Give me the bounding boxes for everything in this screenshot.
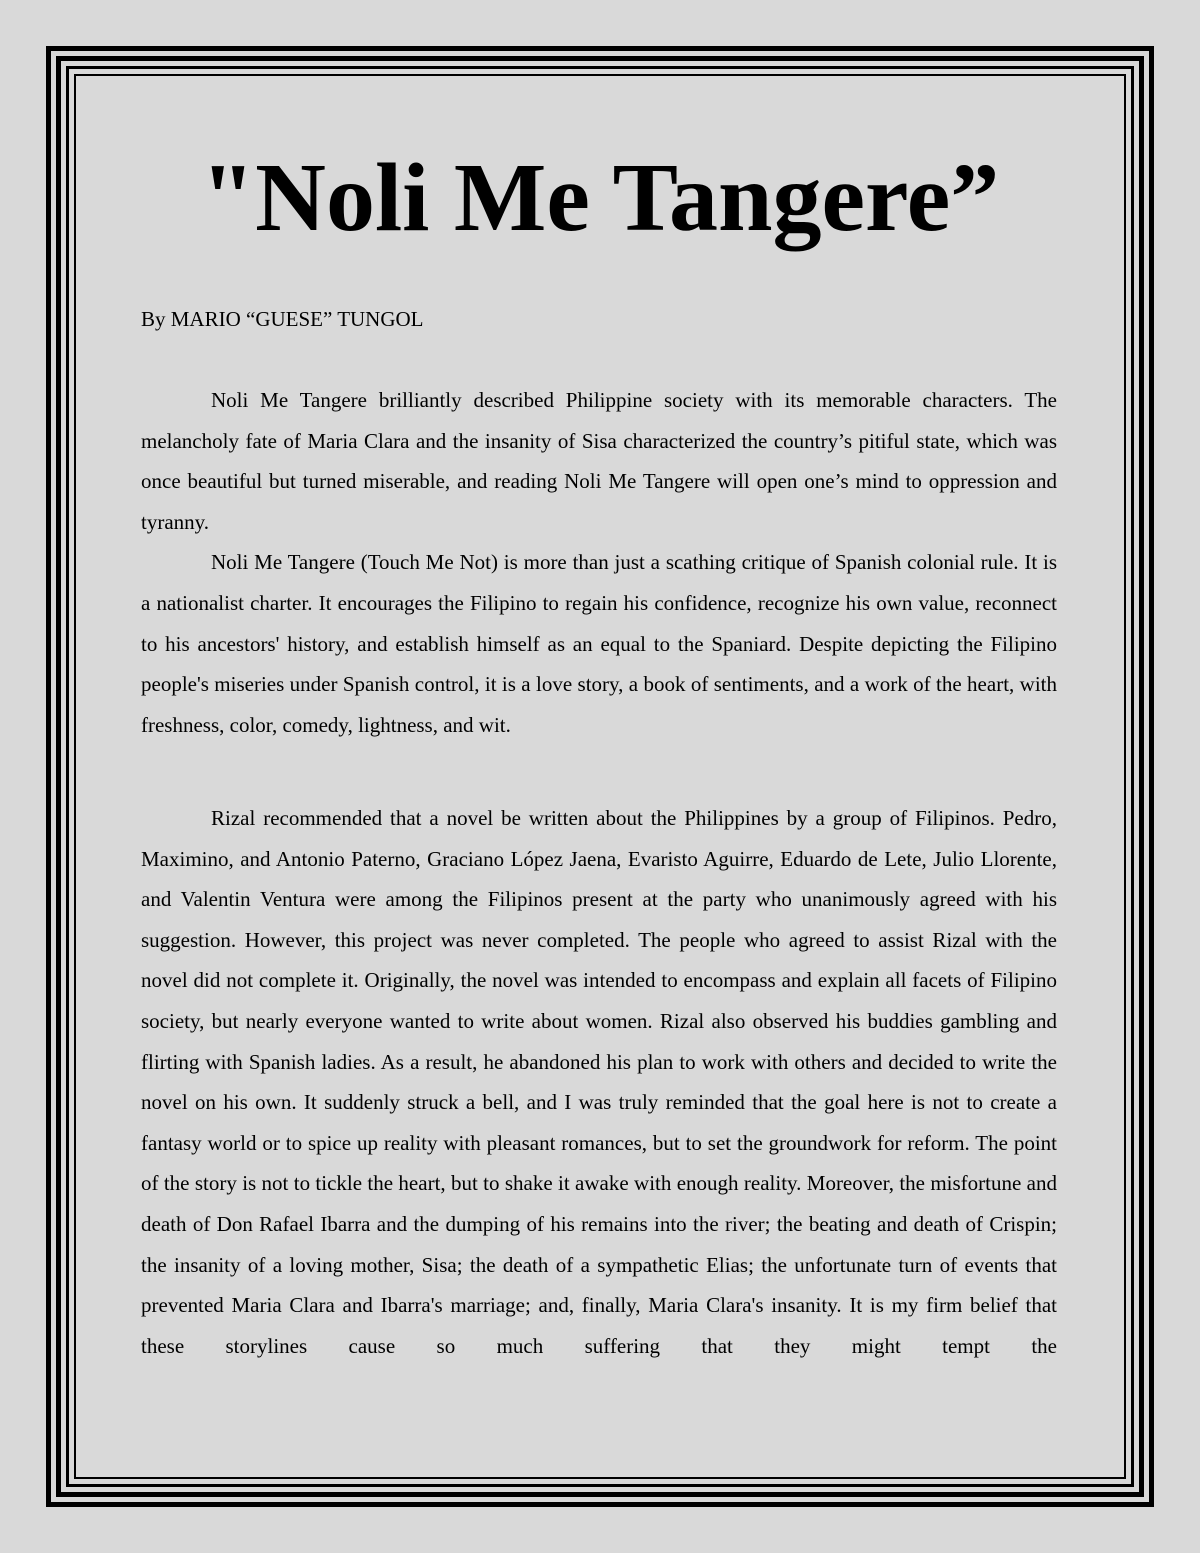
author-byline: By MARIO “GUESE” TUNGOL [141,307,424,331]
paragraph-1: Noli Me Tangere brilliantly described Philippine society with its memorable characters. The melancholy fate of Maria Clara and the insanity of Sisa characterized the country’s pitiful state, which was once beautiful but turned miserable, and reading Noli Me Tangere will open one’s mind to oppression and tyranny. [141,388,1057,534]
paragraph-3: Rizal recommended that a novel be written about the Philippines by a group of Filipinos. Pedro, Maximino, and Antonio Paterno, Graciano López Jaena, Evaristo Aguirre, Eduardo de Lete, Julio Llorente, and Valentin Ventura were among the Filipinos present at the party who unanimously agreed with his suggestion. However, this project was never completed. The people who agreed to assist Rizal with the novel did not complete it. Originally, the novel was intended to encompass and explain all facets of Filipino society, but nearly everyone wanted to write about women. Rizal also observed his buddies gambling and flirting with Spanish ladies. As a result, he abandoned his plan to work with others and decided to write the novel on his own. It suddenly struck a bell, and I was truly reminded that the goal here is not to create a fantasy world or to spice up reality with pleasant romances, but to set the groundwork for reform. The point of the story is not to tickle the heart, but to shake it awake with enough reality. Moreover, the misfortune and death of Don Rafael Ibarra and the dumping of his remains into the river; the beating and death of Crispin; the insanity of a loving mother, Sisa; the death of a sympathetic Elias; the unfortunate turn of events that prevented Maria Clara and Ibarra's marriage; and, finally, Maria Clara's insanity. It is my firm belief that these storylines cause so much suffering that they might tempt the [141,806,1057,1358]
body-section-2 [141,798,1057,1366]
document-title: "Noli Me Tangere” [200,144,1000,252]
paragraph-2: Noli Me Tangere (Touch Me Not) is more than just a scathing critique of Spanish colonial rule. It is a nationalist charter. It encourages the Filipino to regain his confidence, recognize his own value, reconnect to his ancestors' history, and establish himself as an equal to the Spaniard. Despite depicting the Filipino people's miseries under Spanish control, it is a love story, a book of sentiments, and a work of the heart, with freshness, color, comedy, lightness, and wit. [141,550,1057,737]
body-section-1 [141,380,1057,745]
